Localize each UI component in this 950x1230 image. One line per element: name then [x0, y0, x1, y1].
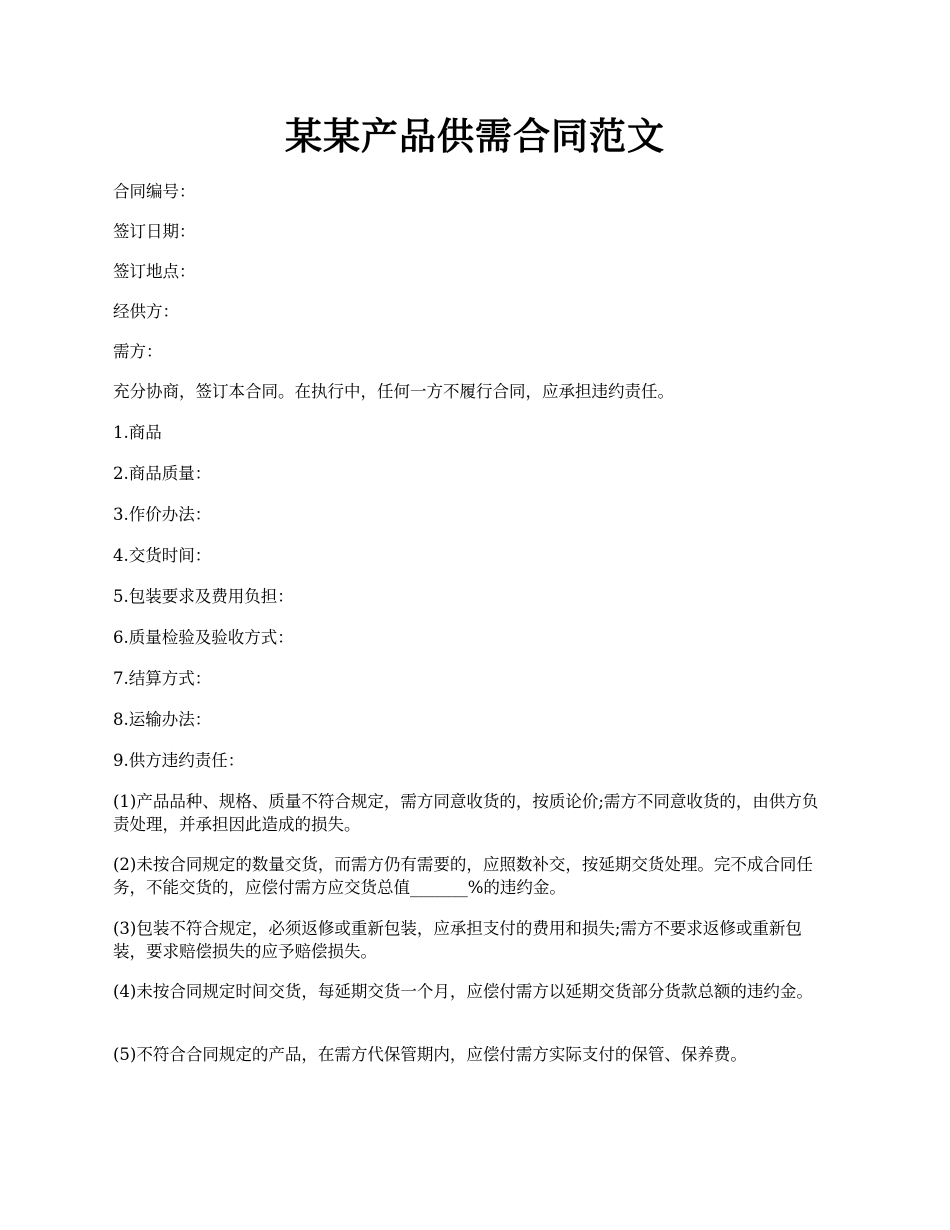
sub-clause-paragraph: (5)不符合合同规定的产品，在需方代保管期内，应偿付需方实际支付的保管、保养费。	[113, 1045, 747, 1064]
clause-item: 2.商品质量：	[113, 464, 212, 483]
clause-item: 4.交货时间：	[113, 546, 212, 565]
clause-item: 9.供方违约责任：	[113, 751, 245, 770]
document-title: 某某产品供需合同范文	[285, 114, 665, 158]
sub-clause-paragraph: (2)未按合同规定的数量交货，而需方仍有需要的，应照数补交，按延期交货处理。完不成合同任务，不能交货的，应偿付需方应交货总值_______%的违约金。	[113, 855, 813, 897]
contract-number-field: 合同编号：	[113, 182, 196, 201]
clause-item: 5.包装要求及费用负担：	[113, 587, 294, 606]
signing-place-field: 签订地点：	[113, 262, 196, 281]
supplier-field: 经供方：	[113, 302, 179, 321]
clause-item: 8.运输办法：	[113, 710, 212, 729]
clause-item: 3.作价办法：	[113, 505, 212, 524]
clause-item: 1.商品	[113, 423, 162, 442]
sub-clause-paragraph: (4)未按合同规定时间交货，每延期交货一个月，应偿付需方以延期交货部分货款总额的违约金。	[113, 982, 813, 1001]
buyer-field: 需方：	[113, 342, 163, 361]
clause-item: 6.质量检验及验收方式：	[113, 628, 294, 647]
clause-item: 7.结算方式：	[113, 669, 212, 688]
sub-clause-paragraph: (3)包装不符合规定，必须返修或重新包装，应承担支付的费用和损失;需方不要求返修或重新包装，要求赔偿损失的应予赔偿损失。	[113, 919, 802, 961]
sub-clause-paragraph: (1)产品品种、规格、质量不符合规定，需方同意收货的，按质论价;需方不同意收货的，由供方负责处理，并承担因此造成的损失。	[113, 792, 819, 834]
signing-date-field: 签订日期：	[113, 222, 196, 241]
preamble-paragraph: 充分协商，签订本合同。在执行中，任何一方不履行合同，应承担违约责任。	[113, 382, 674, 401]
